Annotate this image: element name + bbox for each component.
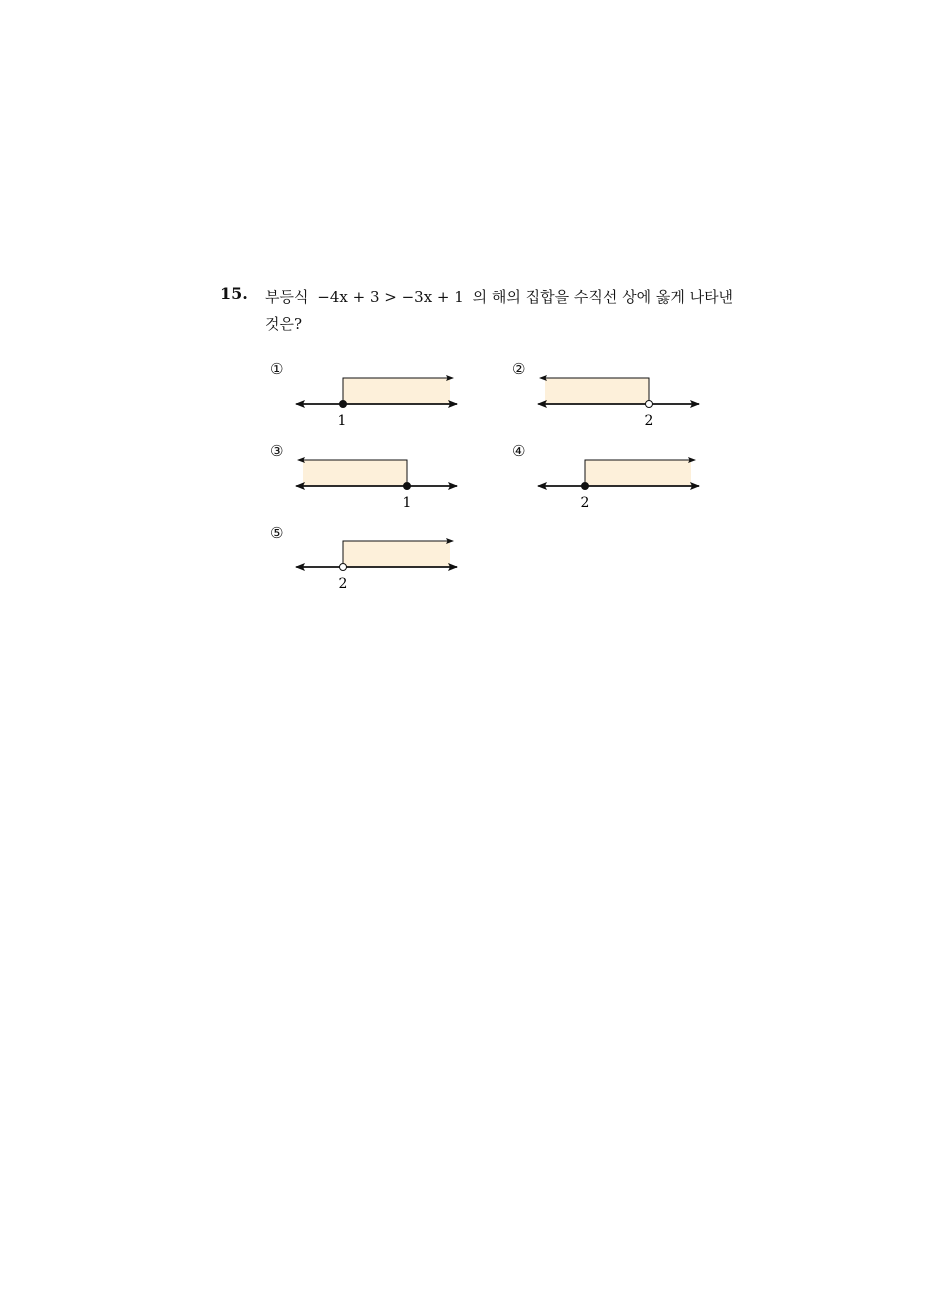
question-number: 15.: [220, 284, 248, 303]
solution-region: [545, 378, 649, 404]
solution-region: [343, 378, 450, 404]
point-label: 2: [338, 576, 348, 592]
choice-4-label[interactable]: ④: [512, 442, 526, 460]
open-point: [340, 564, 347, 571]
filled-point: [404, 483, 411, 490]
question-suffix: 의 해의 집합을 수직선 상에 옳게 나타낸: [472, 288, 734, 306]
choice-3-label[interactable]: ③: [270, 442, 284, 460]
choice-2-label[interactable]: ②: [512, 360, 526, 378]
point-label: 1: [402, 495, 412, 511]
inequality-expression: −4x + 3 > −3x + 1: [317, 288, 464, 306]
choice-5-label[interactable]: ⑤: [270, 524, 284, 542]
solution-region: [303, 460, 407, 486]
filled-point: [340, 401, 347, 408]
open-point: [646, 401, 653, 408]
choice-1-label[interactable]: ①: [270, 360, 284, 378]
choice-2-number-line: [538, 378, 699, 429]
point-label: 2: [644, 413, 654, 429]
filled-point: [582, 483, 589, 490]
question-text-line-2: 것은?: [265, 315, 303, 333]
choice-3-number-line: [296, 460, 457, 511]
point-label: 2: [580, 495, 590, 511]
solution-region: [343, 541, 450, 567]
question-prefix: 부등식: [265, 288, 309, 306]
choice-5-number-line: [296, 541, 457, 592]
point-label: 1: [337, 413, 347, 429]
solution-region: [585, 460, 691, 486]
choice-1-number-line: [296, 378, 457, 429]
choice-4-number-line: [538, 460, 699, 511]
